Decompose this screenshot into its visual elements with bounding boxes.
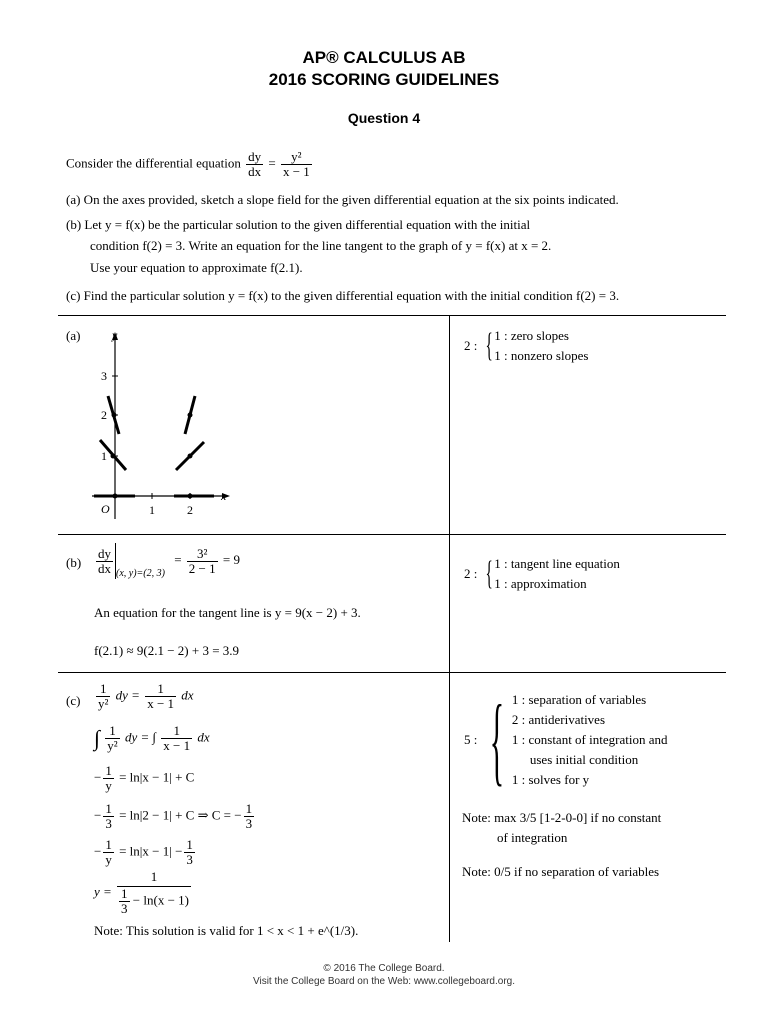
rule-a-b bbox=[58, 534, 726, 535]
step-solution: y = 1 $\frac{1}{3}$ − ln(x − 1) bbox=[94, 869, 189, 916]
de-lhs: $\frac{dy}{dx}$ bbox=[248, 149, 262, 179]
x-tick-label-2: 2 bbox=[187, 503, 193, 517]
step-antiderivative: − $\frac{1}{y}$ = ln|x − 1| + C bbox=[94, 763, 195, 793]
title-line-1: AP® CALCULUS AB bbox=[302, 48, 466, 67]
question-title: Question 4 bbox=[347, 110, 421, 126]
problem-part-b-1: (b) Let y = f(x) be the particular solution to the given differential equation with the initial bbox=[66, 217, 531, 232]
footer-copyright: © 2016 The College Board. bbox=[323, 963, 445, 974]
step-integrate: ∫ $\frac{1}{\text{y²}}$ dy = ∫ $\frac{1}{x - 1}$ dx bbox=[94, 723, 210, 753]
problem-part-b-3: Use your equation to approximate f(2.1). bbox=[90, 260, 303, 275]
column-divider bbox=[449, 315, 450, 942]
step-constant: − $\frac{1}{3}$ = ln|2 − 1| + C ⇒ C = − $\frac{1}{3}$ bbox=[94, 801, 253, 831]
point-0-1 bbox=[111, 454, 116, 459]
note-max-2: of integration bbox=[497, 830, 568, 845]
part-b-derivative: $\frac{dy}{dx}$ (x, y)=(2, 3) = $\frac{\text{3²}}{2 - 1}$ = 9 bbox=[94, 543, 240, 579]
part-b-label: (b) bbox=[66, 555, 82, 570]
problem-part-b-2: condition f(2) = 3. Write an equation for the line tangent to the graph of y = f(x) at x = 2. bbox=[90, 238, 552, 253]
y-axis-label: y bbox=[112, 328, 118, 342]
point-0-0 bbox=[113, 494, 118, 499]
note-zero: Note: 0/5 if no separation of variables bbox=[462, 864, 660, 879]
de-rhs: $\frac{\text{y²}}{x - 1}$ bbox=[282, 149, 310, 179]
brace-b: { bbox=[485, 555, 493, 592]
tangent-line: An equation for the tangent line is y = 9(x − 2) + 3. bbox=[94, 605, 361, 620]
y-tick-label-1: 1 bbox=[101, 449, 107, 463]
rubric-a: 2 : { 1 : zero slopes 1 : nonzero slopes bbox=[464, 327, 589, 364]
note-max: Note: max 3/5 [1-2-0-0] if no constant bbox=[462, 810, 662, 825]
problem-part-a: (a) On the axes provided, sketch a slope field for the given differential equation at the six points indicated. bbox=[66, 192, 619, 207]
brace-c: { bbox=[489, 684, 504, 795]
approximation: f(2.1) ≈ 9(2.1 − 2) + 3 = 3.9 bbox=[94, 643, 240, 658]
table-top-rule bbox=[58, 315, 726, 316]
rubric-b: 2 : { 1 : tangent line equation 1 : approximation bbox=[464, 555, 620, 592]
footer-visit: Visit the College Board on the Web: www.collegeboard.org. bbox=[252, 976, 515, 987]
x-tick-label-1: 1 bbox=[149, 503, 155, 517]
brace-a: { bbox=[485, 327, 493, 364]
origin-label: O bbox=[101, 502, 110, 516]
step-substitute: − $\frac{1}{y}$ = ln|x − 1| − $\frac{1}{3}$ bbox=[94, 837, 193, 867]
problem-intro: Consider the differential equation $\frac{dy}{dx}$ = $\frac{\text{y²}}{x - 1}$ bbox=[66, 149, 310, 179]
point-2-2 bbox=[188, 413, 193, 418]
point-0-2 bbox=[112, 413, 117, 418]
rule-b-c bbox=[58, 672, 726, 673]
part-c-label: (c) bbox=[66, 693, 81, 708]
slope-field-graph bbox=[88, 326, 238, 520]
x-axis-label: x bbox=[221, 489, 227, 503]
point-2-0 bbox=[188, 494, 193, 499]
point-2-1 bbox=[188, 454, 193, 459]
part-a-label: (a) bbox=[66, 328, 81, 343]
rubric-c: 5 : { 1 : separation of variables 2 : antiderivatives 1 : constant of integration and uses initial condition 1 : solves for y bbox=[464, 684, 668, 795]
y-tick-label-2: 2 bbox=[101, 408, 107, 422]
validity-note: Note: This solution is valid for 1 < x < 1 + e^(1/3). bbox=[94, 923, 359, 938]
step-separation: $\frac{1}{\text{y²}}$ dy = $\frac{1}{x - 1}$ dx bbox=[98, 681, 194, 711]
problem-part-c: (c) Find the particular solution y = f(x) to the given differential equation with the initial condition f(2) = 3. bbox=[66, 288, 620, 303]
y-tick-label-3: 3 bbox=[101, 369, 107, 383]
title-line-2: 2016 SCORING GUIDELINES bbox=[268, 70, 500, 89]
